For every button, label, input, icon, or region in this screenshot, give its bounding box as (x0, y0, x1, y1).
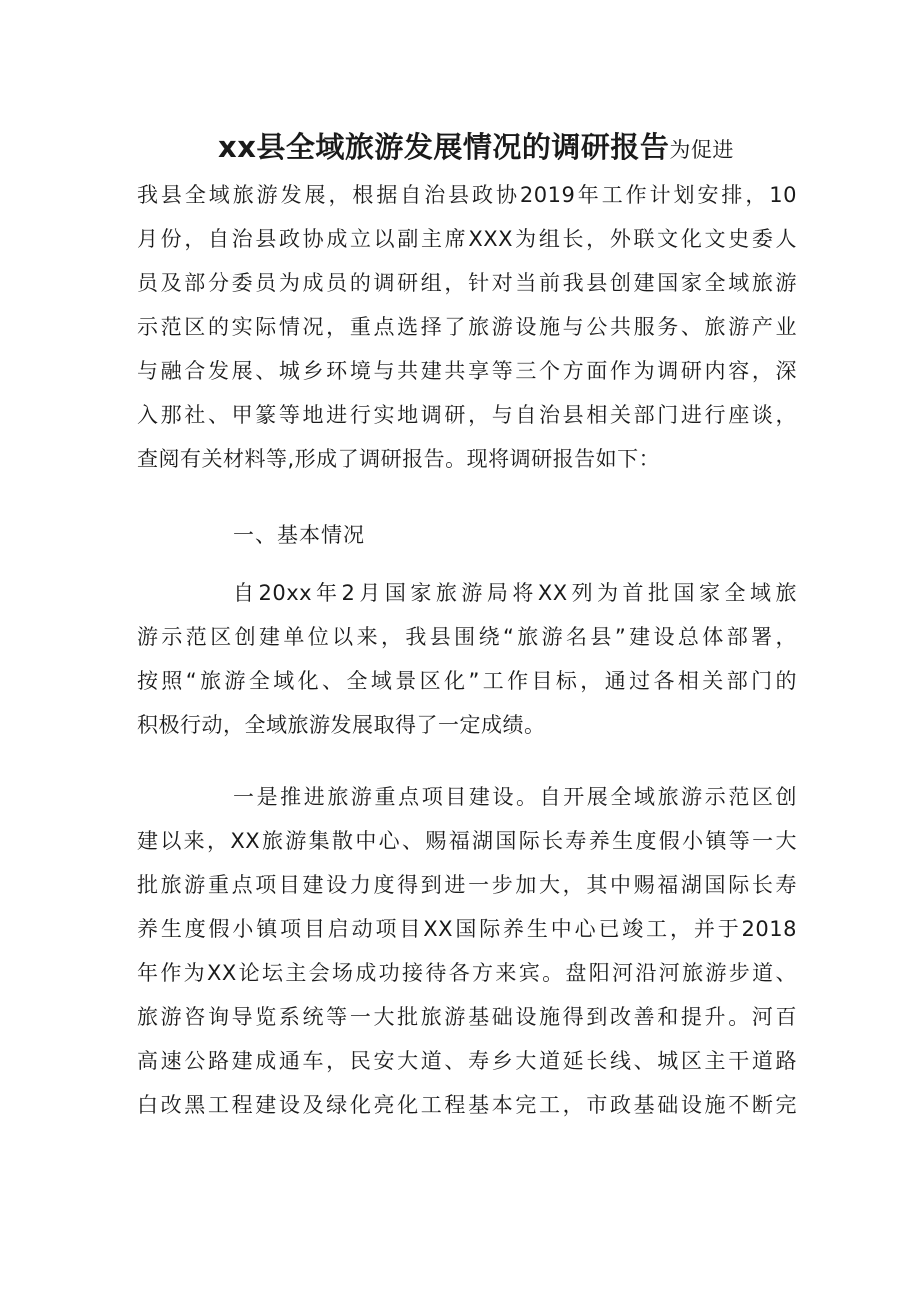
intro-line: 示范区的实际情况，重点选择了旅游设施与公共服务、旅游产业 (137, 315, 797, 339)
intro-line: 入那社、甲篆等地进行实地调研，与自治县相关部门进行座谈， (137, 403, 797, 427)
paragraph-line: 批旅游重点项目建设力度得到进一步加大，其中赐福湖国际长寿 (137, 873, 797, 897)
paragraph-line: 高速公路建成通车，民安大道、寿乡大道延长线、城区主干道路 (137, 1049, 797, 1073)
paragraph-line: 游示范区创建单位以来，我县围绕“旅游名县”建设总体部署， (137, 625, 797, 649)
paragraph-line: 积极行动，全域旅游发展取得了一定成绩。 (137, 713, 546, 737)
paragraph-line: 一是推进旅游重点项目建设。自开展全域旅游示范区创 (233, 785, 797, 809)
intro-line: 与融合发展、城乡环境与共建共享等三个方面作为调研内容，深 (137, 359, 797, 383)
intro-line: 员及部分委员为成员的调研组，针对当前我县创建国家全域旅游 (137, 271, 797, 295)
title-line (218, 127, 798, 172)
paragraph-line: 养生度假小镇项目启动项目XX国际养生中心已竣工，并于2018 (137, 917, 797, 941)
intro-line: 我县全域旅游发展，根据自治县政协2019年工作计划安排，10 (137, 183, 797, 207)
paragraph-line: 按照“旅游全域化、全域景区化”工作目标，通过各相关部门的 (137, 669, 797, 693)
intro-line: 月份，自治县政协成立以副主席XXX为组长，外联文化文史委人 (137, 227, 797, 251)
intro-line: 为促进 (669, 138, 734, 162)
intro-line: 查阅有关材料等,形成了调研报告。现将调研报告如下： (137, 447, 661, 471)
paragraph-line: 建以来，XX旅游集散中心、赐福湖国际长寿养生度假小镇等一大 (137, 829, 797, 853)
section-heading: 一、基本情况 (233, 523, 365, 547)
paragraph-line: 白改黑工程建设及绿化亮化工程基本完工，市政基础设施不断完 (137, 1093, 797, 1117)
paragraph-line: 年作为XX论坛主会场成功接待各方来宾。盘阳河沿河旅游步道、 (137, 961, 797, 985)
paragraph-line: 自20xx年2月国家旅游局将XX列为首批国家全域旅 (233, 581, 797, 605)
document-title: xx县全域旅游发展情况的调研报告 (218, 130, 670, 164)
paragraph-line: 旅游咨询导览系统等一大批旅游基础设施得到改善和提升。河百 (137, 1005, 797, 1029)
